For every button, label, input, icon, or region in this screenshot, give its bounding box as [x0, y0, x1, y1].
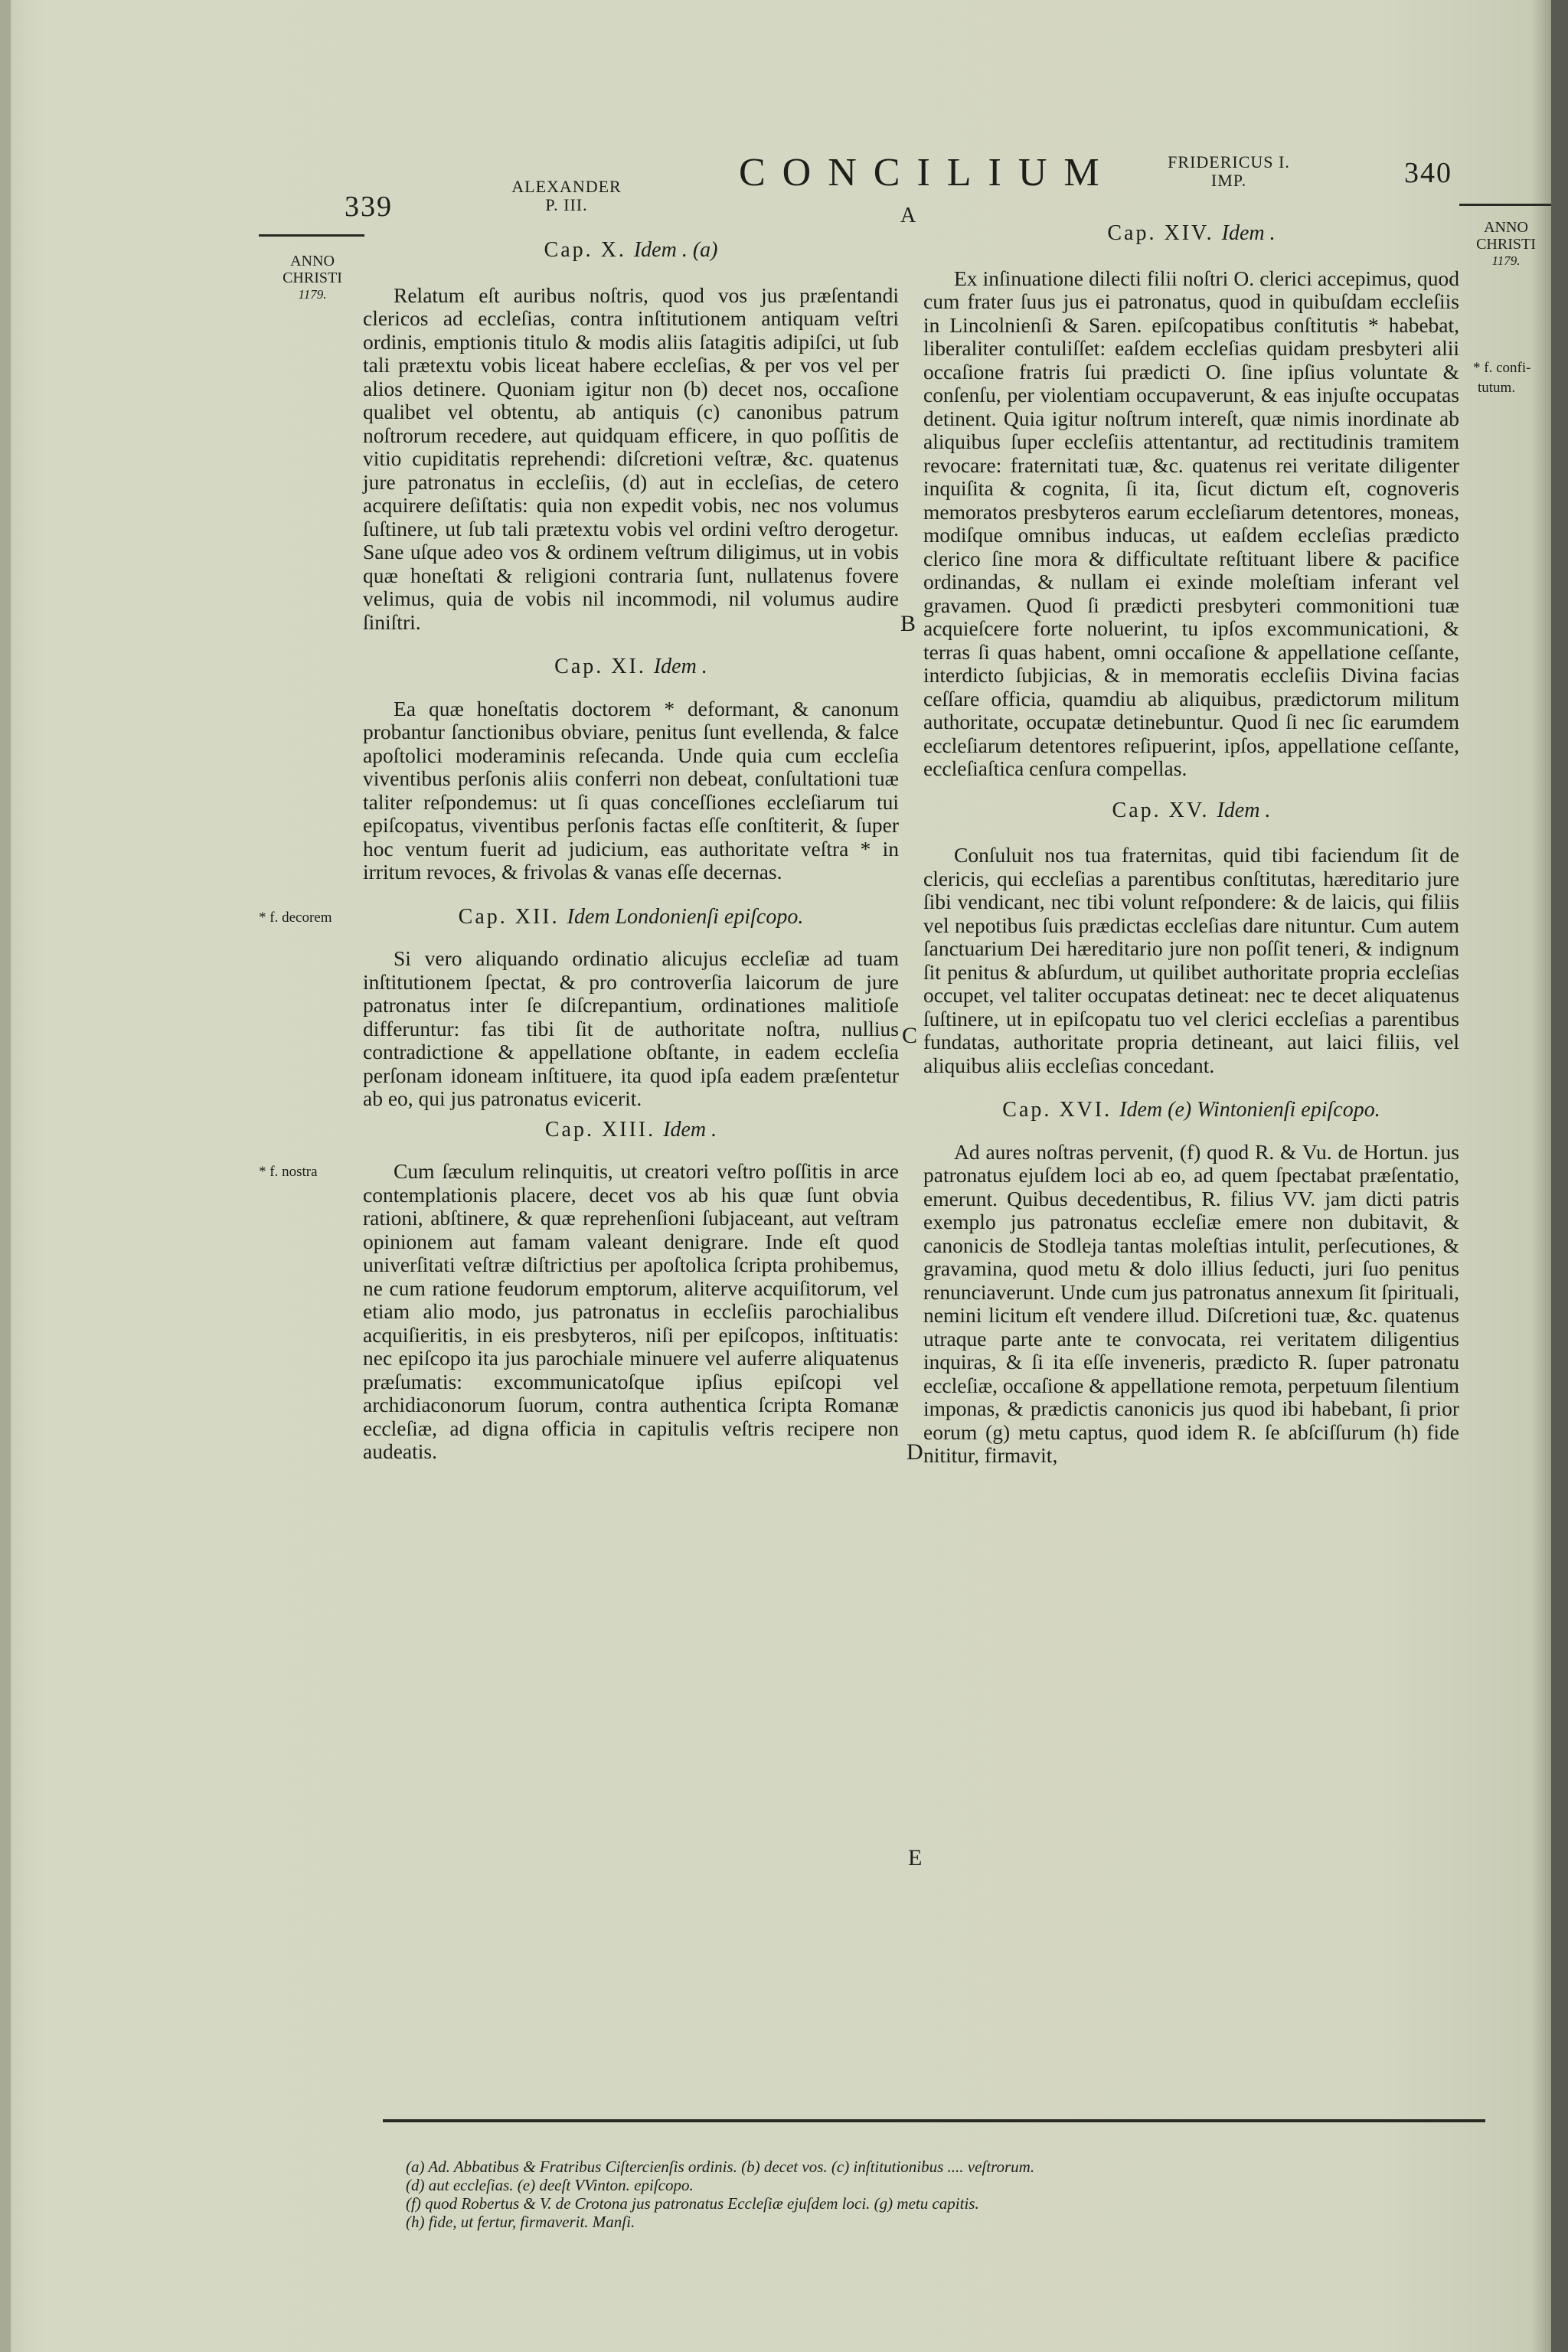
- note-nostra: * f. nostra: [259, 1164, 318, 1180]
- cap-10-heading: [363, 239, 899, 263]
- anno-right-3: 1179.: [1491, 253, 1521, 268]
- cap-14-sub: Idem .: [1221, 221, 1276, 245]
- cap-15-sub: Idem .: [1217, 798, 1271, 822]
- running-head-right-line1: FRIDERICUS I.: [1168, 152, 1290, 172]
- cap-16-text: Ad aures noſtras pervenit, (f) quod R. & Vu. de Hortun. jus patronatus ejuſdem loci ab eo, ad quem ſpectabat præſentatio, emerunt. Quibus decedentibus, R. filius VV. jam dicti patris exemplo jus patronatus eccleſiæ emere non dubitavit, & canonicis de Stodleja tantas moleſtias intulit, perſecutiones, & gravamina, quod metu & dolo illius ſeducti, juri ſuo penitus renunciaverunt. Unde cum jus patronatus annexum ſit ſpirituali, nemini licitum eſt vendere illud. Diſcretioni tuæ, &c. quatenus utraque parte ante te convocata, rei veritatem diligentius inquiras, & ſi ita eſſe inveneris, prædicto R. ſuper patronatu eccleſiæ, occaſione & appellatione remota, perpetuum ſilentium imponas, & prædictis canonicis jus quod ibi habebant, ſi prior eorum (g) metu captus, quod idem R. ſe abſciſſurum (h) fide nititur, firmavit,: [923, 1139, 1459, 1467]
- footnotes: [406, 2158, 1493, 2231]
- section-letter-a: A: [900, 204, 916, 227]
- running-head-right: [1148, 153, 1309, 190]
- section-letter-b: B: [900, 611, 916, 636]
- cap-12-title: Cap. XII.: [458, 904, 560, 929]
- footnote-line-2: (d) aut eccleſias. (e) deeſt VVinton. epiſcopo.: [406, 2176, 694, 2194]
- page-number-left: 339: [345, 191, 393, 223]
- margin-rule-left: [259, 234, 364, 237]
- cap-16-sub: Idem (e) Wintonienſi epiſcopo.: [1119, 1098, 1380, 1122]
- anno-left-1: ANNO: [290, 253, 335, 270]
- note-tutum: tutum.: [1478, 380, 1516, 396]
- cap-15-title: Cap. XV.: [1112, 798, 1210, 822]
- footnote-rule: [383, 2119, 1485, 2122]
- section-letter-d: D: [906, 1439, 923, 1465]
- left-column: [363, 239, 899, 1464]
- margin-rule-right: [1459, 204, 1551, 206]
- cap-15-text: Conſuluit nos tua fraternitas, quid tibi faciendum ſit de clericis, qui eccleſias a parentibus conſtitutas, hæreditario jure ſibi vendicant, nec tibi volunt reſpondere: & de laicis, qui filiis vel nepotibus ſuis prædictas eccleſias dare nituntur. Cum autem ſanctuarium Dei hæreditario jure non poſſit teneri, & indignum ſit penitus & abſurdum, ut quilibet authoritate propria eccleſias occupet, vel taliter occupatas detineat: nec te decet aliquatenus ſuſtinere, ut in epiſcopatu tuo vel clerici eccleſias a parentibus fundatas, authoritate propria detineant, aut laici filiis, vel aliquibus aliis eccleſias concedant.: [923, 843, 1459, 1077]
- cap-10-text: Relatum eſt auribus noſtris, quod vos jus præſentandi clericos ad eccleſias, contra inſtitutionem antiquam veſtri ordinis, emptionis titulo & modis aliis ſatagitis adipiſci, ut ſub tali prætextu vobis liceat habere eccleſias, & per vos vel per alios detinere. Quoniam igitur non (b) decet nos, occaſione qualibet vel obtentu, ab antiquis (c) canonibus patrum noſtrorum recedere, aut quidquam efficere, in quo poſſitis de vitio cupiditatis reprehendi: diſcretioni veſtræ, &c. quatenus jure patronatus in eccleſiis, (d) aut in eccleſias, de cetero acquirere deſiſtatis: quia non expedit vobis, nec nos volumus ſuſtinere, ut ſub tali prætextu vobis vel ordini veſtro derogetur. Sane uſque adeo vos & ordinem veſtrum diligimus, ut in vobis quæ honeſtati & religioni contraria ſunt, nullatenus fovere velimus, quia de vobis nil incommodi, nil volumus audire ſiniſtri.: [363, 283, 899, 634]
- cap-12-text: Si vero aliquando ordinatio alicujus eccleſiæ ad tuam inſtitutionem ſpectat, & pro controverſia laicorum de jure patronatus inter ſe diſcrepantium, ordinationes malitioſe differuntur: fas tibi ſit de authoritate noſtra, nullius contradictione & appellatione obſtante, in eadem eccleſia perſonam idoneam inſtituere, ita quod ipſa eadem præſentetur ab eo, qui jus patronatus evicerit.: [363, 946, 899, 1110]
- cap-11-heading: [363, 655, 899, 679]
- cap-13-sub: Idem .: [663, 1117, 717, 1142]
- cap-13-text: Cum ſæculum relinquitis, ut creatori veſtro poſſitis in arce contemplationis placere, decet vos ab his quæ ſunt obvia rationi, abſtinere, & quæ reprehenſioni ſubjaceant, aut veſtram opinionem aut famam valeant denigrare. Inde eſt quod univerſitati veſtræ diſtrictius per apoſtolica ſcripta prohibemus, ne cum ratione feudorum emptorum, aliterve acquiſitorum, vel etiam alio modo, jus patronatus in eccleſiis parochialibus acquiſieritis, in eis presbyteros, niſi per epiſcopos, inſtituatis: nec epiſcopo ita jus parochiale minuere vel auferre aliquatenus præſumatis: excommunicatoſque ipſius epiſcopi vel archidiaconorum ſuorum, contra authentica ſcripta Romanæ eccleſiæ, ad digna officia in capitulis veſtris recipere non audeatis.: [363, 1159, 899, 1463]
- cap-11-title: Cap. XI.: [554, 655, 646, 678]
- cap-10-sub: Idem . (a): [633, 238, 718, 262]
- running-head-left-line2: P. III.: [545, 195, 588, 214]
- cap-11-text: Ea quæ honeſtatis doctorem * deformant, & canonum probantur ſanctionibus obviare, penitus ſunt evellenda, & falce apoſtolici moderaminis reſecanda. Unde quia cum eccleſia viventibus perſonis aliis conferri non debeat, conſultationi tuæ taliter reſpondemus: ut ſi quas conceſſiones eccleſiarum tui epiſcopatus, viventibus perſonis factas eſſe conſtiterit, & ſuper hoc ventum fuerit ad judicium, eas authoritate veſtra * in irritum revoces, & frivolas & vanas eſſe decernas.: [363, 696, 899, 884]
- anno-christi-right: [1464, 219, 1548, 270]
- cap-16-title: Cap. XVI.: [1002, 1098, 1112, 1122]
- footnote-line-4: (h) fide, ut fertur, firmaverit. Manſi.: [406, 2213, 635, 2231]
- page-title: CONCILIUM: [739, 151, 1116, 194]
- cap-13-heading: [363, 1119, 899, 1142]
- cap-14-text: Ex inſinuatione dilecti filii noſtri O. clerici accepimus, quod cum frater ſuus jus ei patronatus, quod in quibuſdam eccleſiis in Lincolnienſi & Saren. epiſcopatibus conſtitutis * habebat, liberaliter contuliſſet: eaſdem eccleſias quidam presbyteri alii occaſione fratris ſui prædicti O. ſine ipſius voluntate & conſenſu, per violentiam occupaverunt, & eas injuſte occupatas detinent. Quia igitur noſtrum intereſt, quæ nimis inordinate ab aliquibus ſuper eccleſiis attentantur, ad rectitudinis tramitem revocare: fraternitati tuæ, &c. quatenus rei veritate diligenter inquiſita & cognita, ſi ita, ſicut dictum eſt, cognoveris memoratos presbyteros earum eccleſiarum detentores, moneas, modiſque omnibus inducas, ut eaſdem eccleſias prædicto clerico ſine mora & difficultate reſtituant libere & pacifice ordinandas, & nullam ei exinde moleſtiam inferant vel gravamen. Quod ſi prædicti presbyteri commonitioni tuæ acquieſcere forte noluerint, tu ipſos excommunicationi, & terras ſi quas habent, omni occaſione & appellatione ceſſante, interdicto ſubjicias, & in memoratis eccleſiis Divina facias ceſſare officia, quamdiu ab aliquibus, prædictorum militum authoritate, occupatæ detinebuntur. Quod ſi nec ſic earumdem eccleſiarum detentores reſipuerint, ipſos, appellatione ceſſante, eccleſiaſtica cenſura compellas.: [923, 266, 1459, 780]
- footnote-line-1: (a) Ad. Abbatibus & Fratribus Ciſtercienſis ordinis. (b) decet vos. (c) inſtitutionibus .... veſtrorum.: [406, 2158, 1035, 2176]
- cap-15-heading: [923, 799, 1459, 823]
- cap-16-heading: [923, 1099, 1459, 1122]
- anno-right-1: ANNO: [1484, 219, 1528, 236]
- running-head-left-line1: ALEXANDER: [511, 177, 622, 196]
- page-number-right: 340: [1404, 157, 1452, 189]
- anno-left-2: CHRISTI: [283, 270, 342, 286]
- cap-13-title: Cap. XIII.: [544, 1117, 656, 1142]
- section-letter-e: E: [908, 1845, 923, 1870]
- cap-10-title: Cap. X.: [544, 238, 626, 262]
- cap-14-heading: [923, 222, 1459, 246]
- cap-12-heading: [363, 906, 899, 929]
- binding-shadow-right: [1551, 0, 1568, 2352]
- running-head-right-line2: IMP.: [1210, 171, 1247, 190]
- binding-shadow-left: [0, 0, 11, 2352]
- cap-12-sub: Idem Londonienſi epiſcopo.: [567, 904, 804, 929]
- note-confi: * f. confi-: [1473, 360, 1531, 376]
- running-head-left: [498, 178, 635, 214]
- anno-left-3: 1179.: [298, 287, 327, 302]
- anno-christi-left: [259, 253, 366, 303]
- note-decorem: * f. decorem: [259, 910, 332, 926]
- cap-14-title: Cap. XIV.: [1107, 221, 1214, 245]
- section-letter-c: C: [902, 1023, 918, 1048]
- footnote-line-3: (f) quod Robertus & V. de Crotona jus patronatus Eccleſiæ ejuſdem loci. (g) metu capitis.: [406, 2194, 979, 2213]
- anno-right-2: CHRISTI: [1476, 236, 1536, 253]
- cap-11-sub: Idem .: [653, 655, 707, 678]
- right-column: [923, 222, 1459, 1468]
